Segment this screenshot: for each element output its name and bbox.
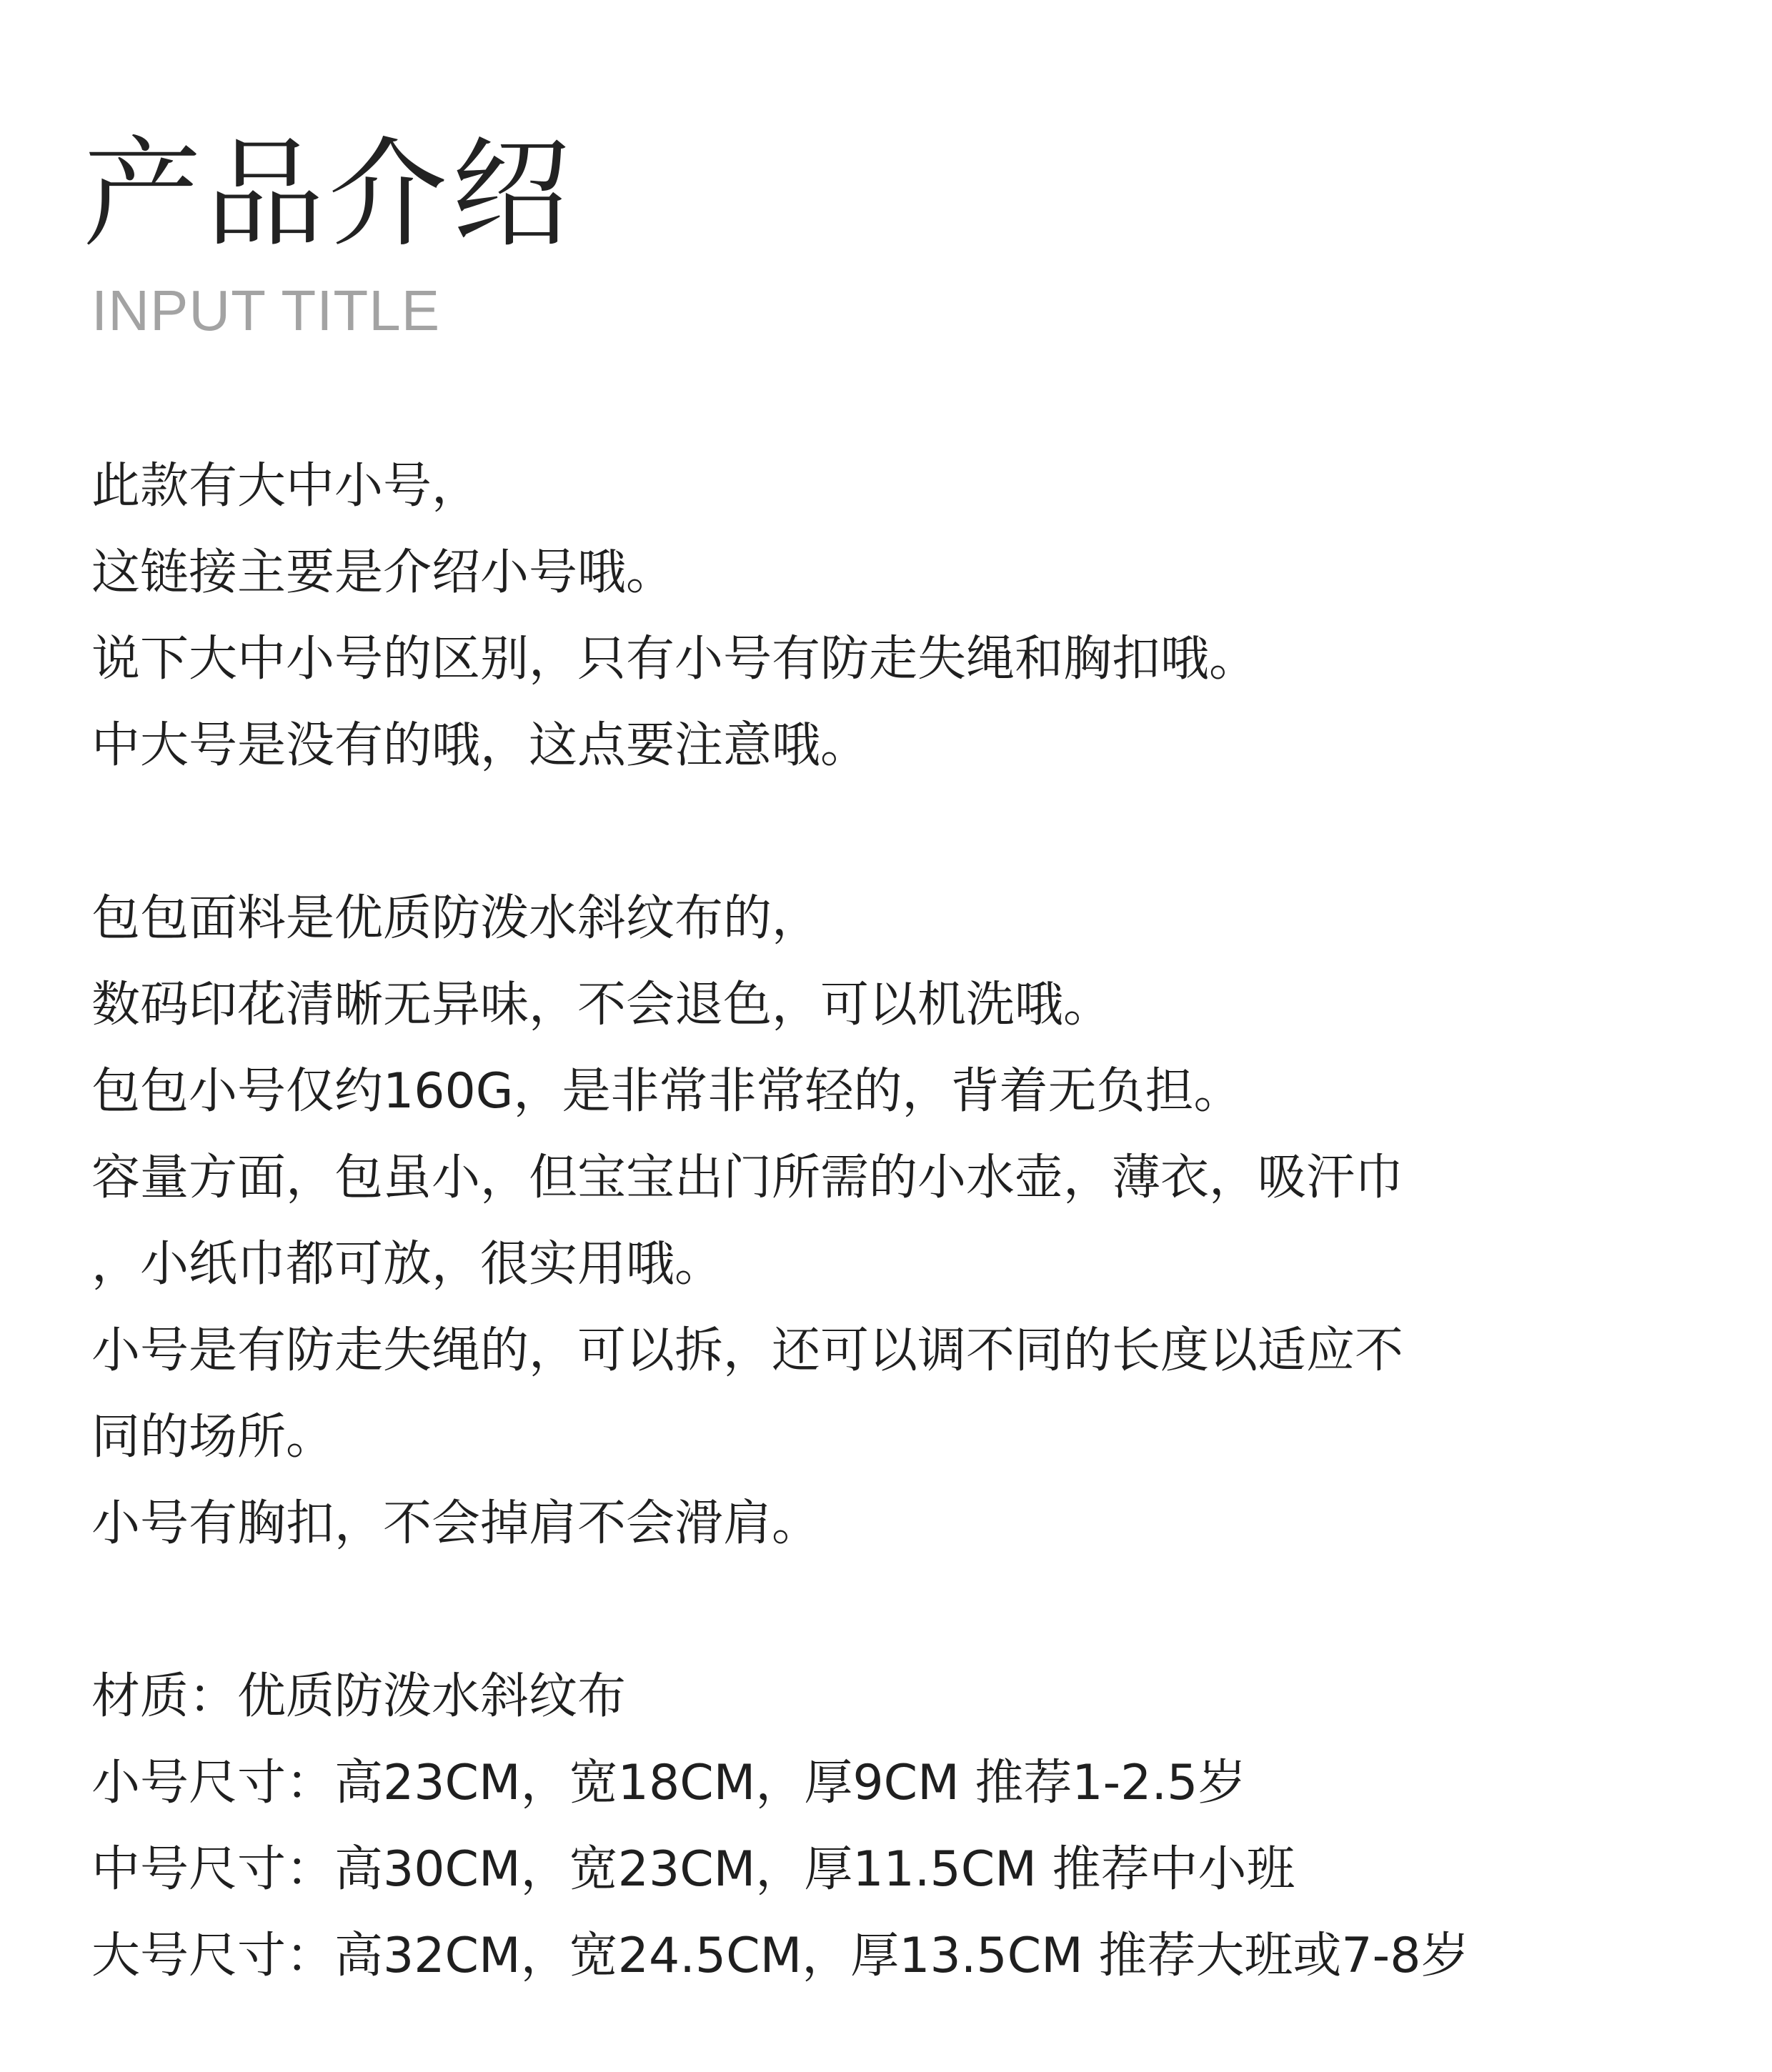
spec-line: 小号尺寸：高23CM，宽18CM，厚9CM 推荐1-2.5岁 xyxy=(91,1755,1247,1811)
intro-paragraph xyxy=(91,443,1699,789)
text-line: ，小纸巾都可放，很实用哦。 xyxy=(91,1236,724,1292)
spec-line: 中号尺寸：高30CM，宽23CM，厚11.5CM 推荐中小班 xyxy=(91,1841,1295,1898)
paragraph-spacer xyxy=(91,789,1699,875)
page-subtitle: INPUT TITLE xyxy=(91,279,441,342)
paragraph-spacer xyxy=(91,1567,1699,1653)
specs-paragraph xyxy=(91,1653,1699,1999)
text-line: 此款有大中小号， xyxy=(91,458,481,514)
text-line: 小号有胸扣，不会掉肩不会滑肩。 xyxy=(91,1495,821,1552)
text-line: 数码印花清晰无异味，不会退色，可以机洗哦。 xyxy=(91,977,1113,1033)
text-line: 包包小号仅约160G，是非常非常轻的，背着无负担。 xyxy=(91,1063,1243,1120)
page-title: 产品介绍 xyxy=(83,126,574,264)
text-line: 包包面料是优质防泼水斜纹布的， xyxy=(91,890,821,947)
features-paragraph xyxy=(91,875,1699,1567)
text-line: 同的场所。 xyxy=(91,1409,335,1465)
text-line: 中大号是没有的哦，这点要注意哦。 xyxy=(91,717,870,774)
text-line: 这链接主要是介绍小号哦。 xyxy=(91,544,675,601)
spec-line: 大号尺寸：高32CM，宽24.5CM，厚13.5CM 推荐大班或7-8岁 xyxy=(91,1928,1470,1984)
spec-line: 材质：优质防泼水斜纹布 xyxy=(91,1668,627,1725)
text-line: 小号是有防走失绳的，可以拆，还可以调不同的长度以适应不 xyxy=(91,1323,1404,1379)
product-description xyxy=(91,443,1699,1999)
text-line: 说下大中小号的区别，只有小号有防走失绳和胸扣哦。 xyxy=(91,631,1258,687)
text-line: 容量方面，包虽小，但宝宝出门所需的小水壶，薄衣，吸汗巾 xyxy=(91,1150,1404,1206)
